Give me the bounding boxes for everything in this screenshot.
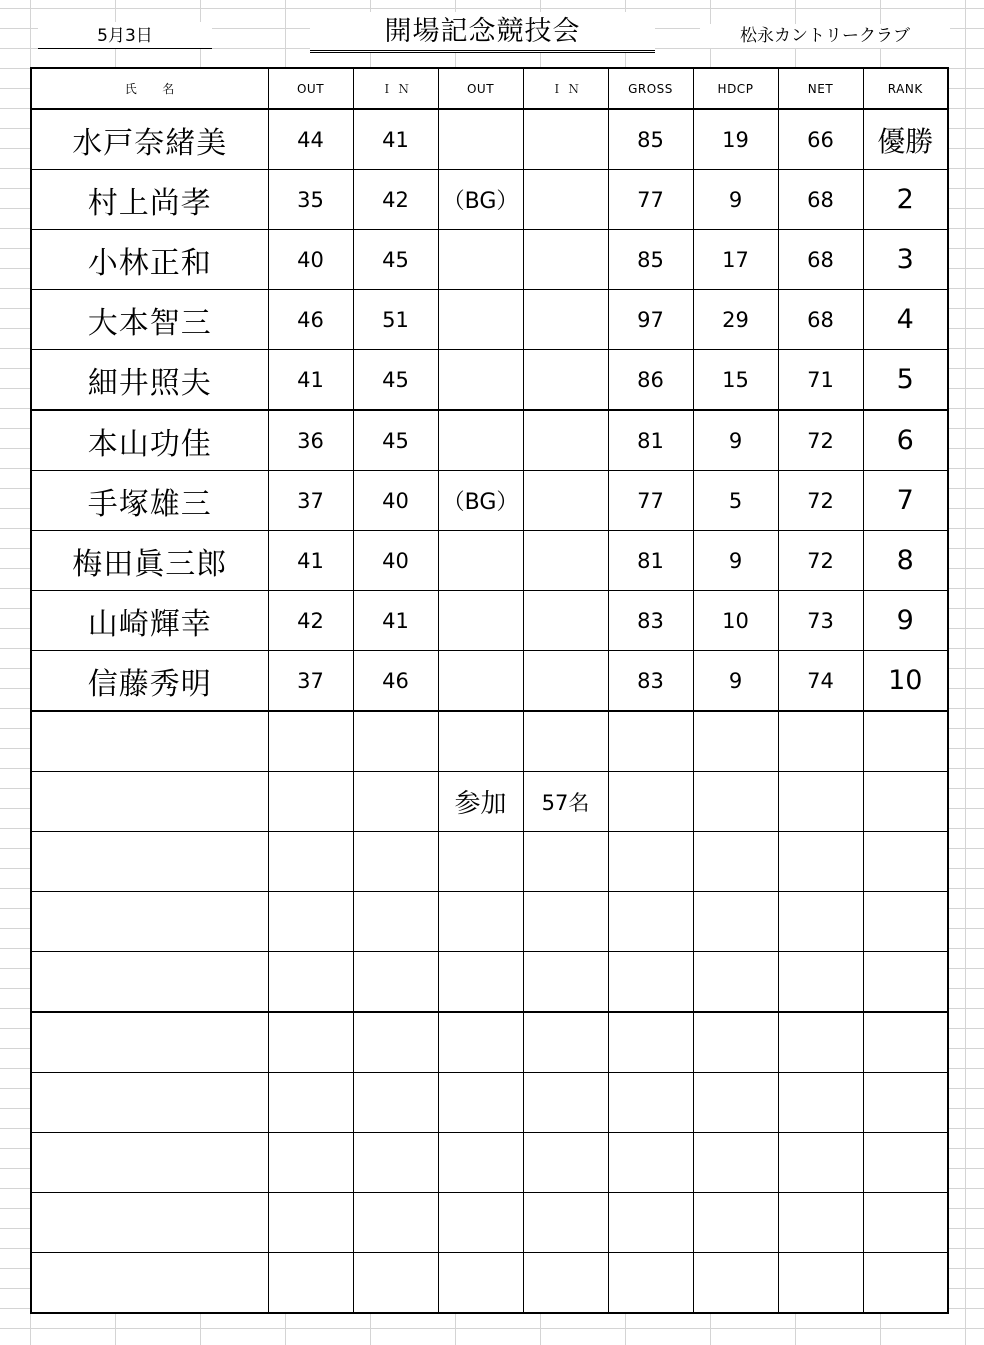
player-name: 信藤秀明	[31, 651, 268, 712]
empty-cell	[523, 1073, 608, 1133]
club-name: 松永カントリークラブ	[700, 24, 950, 48]
participants-row	[31, 772, 948, 832]
empty-cell	[353, 952, 438, 1013]
empty-row	[31, 832, 948, 892]
column-header-out-1: OUT	[268, 68, 353, 109]
empty-cell	[438, 892, 523, 952]
empty-cell	[778, 1133, 863, 1193]
net-score: 72	[778, 471, 863, 531]
empty-cell	[608, 832, 693, 892]
in-score: 51	[353, 290, 438, 350]
rank: 優勝	[863, 109, 948, 170]
empty-cell	[693, 1073, 778, 1133]
in-score: 41	[353, 109, 438, 170]
in-score: 40	[353, 531, 438, 591]
empty-cell	[863, 1193, 948, 1253]
handicap: 10	[693, 591, 778, 651]
rank: 7	[863, 471, 948, 531]
empty-cell	[523, 832, 608, 892]
empty-cell	[693, 892, 778, 952]
in-2-cell	[523, 350, 608, 411]
in-score: 42	[353, 170, 438, 230]
empty-cell	[31, 1012, 268, 1073]
out-score: 44	[268, 109, 353, 170]
empty-cell	[523, 1012, 608, 1073]
empty-cell	[778, 711, 863, 772]
empty-row	[31, 1193, 948, 1253]
empty-cell	[778, 1073, 863, 1133]
gross-score: 97	[608, 290, 693, 350]
net-score: 74	[778, 651, 863, 712]
table-row	[31, 170, 948, 230]
in-2-cell	[523, 170, 608, 230]
net-score: 71	[778, 350, 863, 411]
empty-cell	[353, 1012, 438, 1073]
empty-cell	[353, 892, 438, 952]
empty-row	[31, 952, 948, 1013]
empty-cell	[438, 832, 523, 892]
empty-cell	[268, 892, 353, 952]
handicap: 9	[693, 531, 778, 591]
player-name: 水戸奈緒美	[31, 109, 268, 170]
net-score: 73	[778, 591, 863, 651]
rank: 6	[863, 410, 948, 471]
gross-score: 81	[608, 531, 693, 591]
event-date: 5月3日	[38, 22, 212, 49]
empty-cell	[353, 772, 438, 832]
table-row	[31, 651, 948, 712]
gross-score: 83	[608, 651, 693, 712]
player-name: 本山功佳	[31, 410, 268, 471]
empty-cell	[778, 1193, 863, 1253]
out-2-cell	[438, 290, 523, 350]
handicap: 19	[693, 109, 778, 170]
empty-cell	[31, 892, 268, 952]
empty-cell	[523, 892, 608, 952]
net-score: 66	[778, 109, 863, 170]
empty-cell	[353, 1073, 438, 1133]
out-2-cell	[438, 651, 523, 712]
empty-cell	[608, 1133, 693, 1193]
empty-cell	[31, 1193, 268, 1253]
handicap: 9	[693, 651, 778, 712]
empty-cell	[523, 952, 608, 1013]
empty-row	[31, 1253, 948, 1314]
table-row	[31, 410, 948, 471]
empty-cell	[863, 711, 948, 772]
player-name: 大本智三	[31, 290, 268, 350]
empty-row	[31, 711, 948, 772]
handicap: 17	[693, 230, 778, 290]
empty-cell	[268, 772, 353, 832]
net-score: 72	[778, 410, 863, 471]
out-score: 46	[268, 290, 353, 350]
empty-cell	[863, 1133, 948, 1193]
empty-cell	[693, 1012, 778, 1073]
table-row	[31, 109, 948, 170]
out-2-cell	[438, 109, 523, 170]
out-score: 35	[268, 170, 353, 230]
empty-cell	[353, 1193, 438, 1253]
empty-cell	[693, 711, 778, 772]
empty-cell	[438, 1253, 523, 1314]
player-name: 小林正和	[31, 230, 268, 290]
empty-cell	[353, 1133, 438, 1193]
empty-row	[31, 1073, 948, 1133]
empty-cell	[693, 952, 778, 1013]
rank: 10	[863, 651, 948, 712]
empty-cell	[438, 1193, 523, 1253]
empty-cell	[608, 1012, 693, 1073]
handicap: 29	[693, 290, 778, 350]
empty-cell	[438, 1012, 523, 1073]
empty-cell	[353, 1253, 438, 1314]
empty-cell	[353, 711, 438, 772]
gross-score: 86	[608, 350, 693, 411]
empty-cell	[608, 892, 693, 952]
column-header-gross: GROSS	[608, 68, 693, 109]
empty-cell	[268, 1073, 353, 1133]
handicap: 9	[693, 410, 778, 471]
player-name: 手塚雄三	[31, 471, 268, 531]
empty-cell	[31, 772, 268, 832]
empty-cell	[693, 1133, 778, 1193]
gross-score: 81	[608, 410, 693, 471]
out-score: 41	[268, 531, 353, 591]
empty-cell	[778, 952, 863, 1013]
in-score: 45	[353, 350, 438, 411]
empty-cell	[608, 772, 693, 832]
out-score: 40	[268, 230, 353, 290]
empty-cell	[31, 1133, 268, 1193]
gross-score: 85	[608, 109, 693, 170]
rank: 9	[863, 591, 948, 651]
out-score: 36	[268, 410, 353, 471]
empty-cell	[438, 1133, 523, 1193]
handicap: 15	[693, 350, 778, 411]
table-row	[31, 290, 948, 350]
empty-cell	[693, 1193, 778, 1253]
empty-cell	[863, 1253, 948, 1314]
rank: 4	[863, 290, 948, 350]
column-header-out-2: OUT	[438, 68, 523, 109]
out-score: 37	[268, 651, 353, 712]
net-score: 68	[778, 170, 863, 230]
empty-cell	[438, 952, 523, 1013]
empty-cell	[608, 711, 693, 772]
empty-cell	[523, 1253, 608, 1314]
net-score: 72	[778, 531, 863, 591]
results-table	[30, 67, 949, 1314]
empty-cell	[608, 1193, 693, 1253]
empty-cell	[863, 952, 948, 1013]
empty-cell	[523, 1193, 608, 1253]
empty-cell	[353, 832, 438, 892]
column-header-rank: RANK	[863, 68, 948, 109]
participants-label: 参加	[438, 772, 523, 832]
table-row	[31, 471, 948, 531]
event-title: 開場記念競技会	[310, 12, 655, 53]
in-2-cell	[523, 410, 608, 471]
rank: 2	[863, 170, 948, 230]
empty-cell	[863, 832, 948, 892]
empty-cell	[31, 711, 268, 772]
handicap: 5	[693, 471, 778, 531]
empty-cell	[693, 832, 778, 892]
empty-cell	[523, 1133, 608, 1193]
net-score: 68	[778, 290, 863, 350]
gross-score: 77	[608, 170, 693, 230]
empty-cell	[268, 1012, 353, 1073]
in-score: 45	[353, 230, 438, 290]
out-2-cell: （BG）	[438, 170, 523, 230]
player-name: 梅田眞三郎	[31, 531, 268, 591]
empty-cell	[863, 892, 948, 952]
in-score: 40	[353, 471, 438, 531]
empty-row	[31, 1012, 948, 1073]
in-score: 46	[353, 651, 438, 712]
player-name: 山崎輝幸	[31, 591, 268, 651]
empty-cell	[268, 711, 353, 772]
out-2-cell	[438, 230, 523, 290]
empty-cell	[693, 772, 778, 832]
empty-row	[31, 892, 948, 952]
empty-cell	[693, 1253, 778, 1314]
gross-score: 77	[608, 471, 693, 531]
empty-cell	[268, 952, 353, 1013]
column-header-in-2: Ｉ Ｎ	[523, 68, 608, 109]
rank: 8	[863, 531, 948, 591]
rank: 5	[863, 350, 948, 411]
in-score: 45	[353, 410, 438, 471]
in-2-cell	[523, 230, 608, 290]
empty-cell	[438, 1073, 523, 1133]
empty-cell	[863, 1073, 948, 1133]
empty-cell	[608, 1073, 693, 1133]
empty-cell	[268, 1253, 353, 1314]
table-row	[31, 230, 948, 290]
in-2-cell	[523, 591, 608, 651]
empty-cell	[31, 952, 268, 1013]
out-2-cell: （BG）	[438, 471, 523, 531]
empty-cell	[268, 832, 353, 892]
column-header-net: NET	[778, 68, 863, 109]
out-2-cell	[438, 591, 523, 651]
table-row	[31, 531, 948, 591]
in-2-cell	[523, 109, 608, 170]
empty-row	[31, 1133, 948, 1193]
empty-cell	[31, 1073, 268, 1133]
out-score: 42	[268, 591, 353, 651]
in-2-cell	[523, 290, 608, 350]
empty-cell	[31, 832, 268, 892]
table-row	[31, 591, 948, 651]
rank: 3	[863, 230, 948, 290]
empty-cell	[778, 892, 863, 952]
empty-cell	[438, 711, 523, 772]
player-name: 村上尚孝	[31, 170, 268, 230]
empty-cell	[608, 1253, 693, 1314]
handicap: 9	[693, 170, 778, 230]
empty-cell	[523, 711, 608, 772]
empty-cell	[863, 1012, 948, 1073]
in-2-cell	[523, 471, 608, 531]
empty-cell	[268, 1133, 353, 1193]
empty-cell	[778, 1253, 863, 1314]
column-header-in-1: Ｉ Ｎ	[353, 68, 438, 109]
empty-cell	[778, 832, 863, 892]
empty-cell	[778, 772, 863, 832]
net-score: 68	[778, 230, 863, 290]
out-2-cell	[438, 410, 523, 471]
out-2-cell	[438, 350, 523, 411]
table-row	[31, 350, 948, 411]
out-score: 37	[268, 471, 353, 531]
header-row	[31, 68, 948, 109]
empty-cell	[268, 1193, 353, 1253]
in-2-cell	[523, 531, 608, 591]
out-2-cell	[438, 531, 523, 591]
player-name: 細井照夫	[31, 350, 268, 411]
in-2-cell	[523, 651, 608, 712]
empty-cell	[863, 772, 948, 832]
empty-cell	[778, 1012, 863, 1073]
column-header-hdcp: HDCP	[693, 68, 778, 109]
out-score: 41	[268, 350, 353, 411]
in-score: 41	[353, 591, 438, 651]
gross-score: 85	[608, 230, 693, 290]
participants-count: 57名	[523, 772, 608, 832]
empty-cell	[31, 1253, 268, 1314]
column-header-name: 氏 名	[31, 68, 268, 109]
empty-cell	[608, 952, 693, 1013]
gross-score: 83	[608, 591, 693, 651]
